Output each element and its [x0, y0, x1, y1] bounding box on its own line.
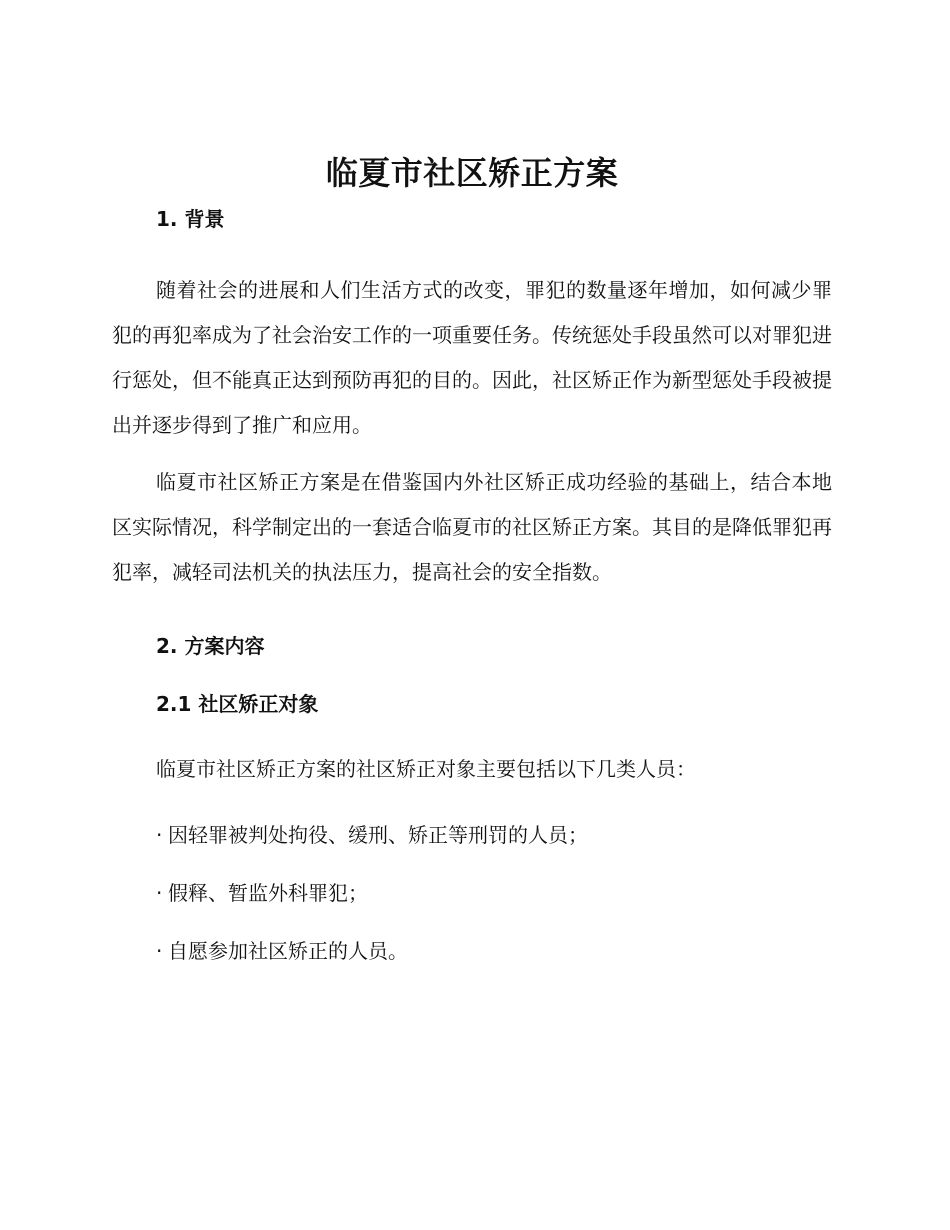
background-paragraph-2: 临夏市社区矫正方案是在借鉴国内外社区矫正成功经验的基础上，结合本地区实际情况，科学制定出的一套适合临夏市的社区矫正方案。其目的是降低罪犯再犯率，减轻司法机关的执法压力，提高社会的安全指数。	[112, 470, 832, 584]
section-heading-plan-content: 2. 方案内容	[156, 634, 265, 658]
targets-intro-paragraph: 临夏市社区矫正方案的社区矫正对象主要包括以下几类人员：	[156, 757, 696, 781]
targets-list	[112, 820, 832, 966]
section-heading-background: 1. 背景	[156, 207, 225, 231]
list-item	[156, 936, 832, 966]
list-item-text: 自愿参加社区矫正的人员。	[168, 939, 408, 963]
background-paragraph-1: 随着社会的进展和人们生活方式的改变，罪犯的数量逐年增加，如何减少罪犯的再犯率成为了社会治安工作的一项重要任务。传统惩处手段虽然可以对罪犯进行惩处，但不能真正达到预防再犯的目的。因此，社区矫正作为新型惩处手段被提出并逐步得到了推广和应用。	[112, 278, 832, 437]
bullet-marker: ·	[156, 939, 163, 963]
list-item	[156, 820, 832, 850]
list-item-text: 假释、暂监外科罪犯；	[168, 881, 368, 905]
list-item	[156, 878, 832, 908]
list-item-text: 因轻罪被判处拘役、缓刑、矫正等刑罚的人员；	[168, 823, 588, 847]
bullet-marker: ·	[156, 823, 163, 847]
document-body	[112, 150, 832, 966]
bullet-marker: ·	[156, 881, 163, 905]
subsection-heading-correction-targets: 2.1 社区矫正对象	[156, 692, 319, 716]
document-title: 临夏市社区矫正方案	[325, 154, 619, 192]
